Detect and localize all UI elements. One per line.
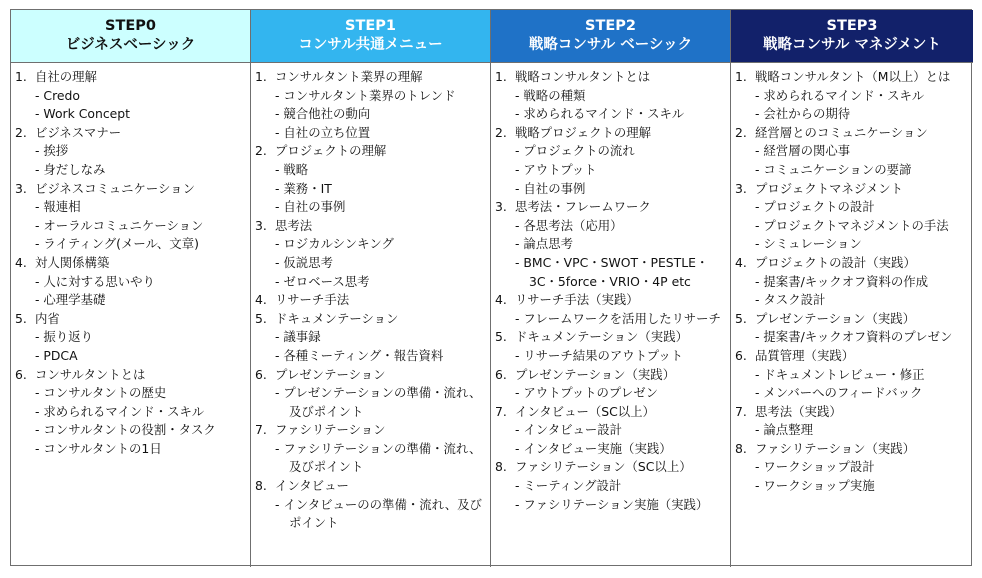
subtopic-item: - コンサルタント業界のトレンド: [275, 87, 487, 106]
subtopic-item: - 論点思考: [515, 235, 727, 254]
topic-heading: [255, 310, 487, 329]
subtopic-item: - ゼロベース思考: [275, 273, 487, 292]
topic-item: [495, 403, 727, 459]
step2-label: STEP2: [585, 18, 636, 34]
topic-item: [735, 124, 970, 180]
topic-heading: [15, 180, 247, 199]
topic-item: [15, 124, 247, 180]
topic-title: 品質管理（実践）: [755, 347, 855, 363]
topic-title: プロジェクトの理解: [275, 143, 387, 159]
subtopic-item: - 自社の事例: [275, 198, 487, 217]
topic-title: プレゼンテーション（実践）: [515, 366, 676, 382]
subtopic-item: - 各種ミーティング・報告資料: [275, 347, 487, 366]
subtopic-list: [255, 496, 487, 533]
subtopic-list: [735, 328, 970, 347]
topic-item: [255, 68, 487, 142]
topic-item: [495, 198, 727, 291]
topic-number: 2.: [15, 124, 27, 140]
curriculum-table: [10, 9, 972, 566]
subtopic-item: - 戦略の種類: [515, 87, 727, 106]
subtopic-item: - 求められるマインド・スキル: [755, 87, 970, 106]
topic-item: [735, 347, 970, 403]
subtopic-item: - 業務・IT: [275, 180, 487, 199]
topic-item: [495, 68, 727, 124]
subtopic-item: - アウトプット: [515, 161, 727, 180]
subtopic-item: - インタビューのの準備・流れ、及びポイント: [275, 496, 487, 533]
topic-number: 1.: [495, 69, 507, 84]
subtopic-item: - ワークショップ実施: [755, 477, 970, 496]
subtopic-item: - インタビュー実施（実践）: [515, 440, 727, 459]
topic-number: 8.: [735, 440, 747, 456]
topic-heading: [255, 217, 487, 236]
topic-heading: [15, 124, 247, 143]
subtopic-item: - 心理学基礎: [35, 291, 247, 310]
subtopic-item: - プロジェクトマネジメントの手法: [755, 217, 970, 236]
topic-heading: [495, 291, 727, 310]
subtopic-item: - プロジェクトの設計: [755, 198, 970, 217]
subtopic-list: [495, 310, 727, 329]
subtopic-item: - プロジェクトの流れ: [515, 142, 727, 161]
subtopic-item: - 論点整理: [755, 421, 970, 440]
subtopic-item: - 経営層の関心事: [755, 142, 970, 161]
topic-item: [255, 310, 487, 366]
topic-heading: [495, 68, 727, 87]
topic-item: [735, 254, 970, 310]
topic-heading: [495, 403, 727, 422]
subtopic-list: [255, 440, 487, 477]
subtopic-list: [495, 217, 727, 291]
subtopic-list: [495, 87, 727, 124]
topic-number: 4.: [495, 292, 507, 308]
subtopic-item: - メンバーへのフィードバック: [755, 384, 970, 403]
subtopic-list: [735, 421, 970, 440]
subtopic-list: [495, 477, 727, 514]
topic-heading: [255, 68, 487, 87]
topic-item: [735, 440, 970, 496]
subtopic-item: - 各思考法（応用）: [515, 217, 727, 236]
subtopic-item: - ファシリテーション実施（実践）: [515, 496, 727, 515]
subtopic-item: - シミュレーション: [755, 235, 970, 254]
topic-title: プレゼンテーション（実践）: [755, 310, 916, 326]
subtopic-item: - ドキュメントレビュー・修正: [755, 366, 970, 385]
topic-item: [15, 68, 247, 124]
topic-title: 思考法・フレームワーク: [515, 199, 651, 215]
subtopic-list: [15, 384, 247, 458]
topic-number: 4.: [735, 254, 747, 270]
topic-number: 1.: [255, 69, 267, 84]
topic-title: ビジネスコミュニケーション: [35, 180, 195, 196]
topic-heading: [495, 124, 727, 143]
topic-title: ファシリテーション: [275, 422, 386, 438]
subtopic-list: [15, 328, 247, 365]
topic-heading: [735, 68, 970, 87]
topic-item: [735, 310, 970, 347]
topic-number: 8.: [255, 478, 267, 494]
subtopic-item: - 報連相: [35, 198, 247, 217]
topic-heading: [735, 310, 970, 329]
step2-title: 戦略コンサル ベーシック: [528, 37, 693, 53]
step3-header: [731, 10, 973, 63]
topic-item: [735, 68, 970, 124]
topic-title: ビジネスマナー: [35, 124, 122, 140]
topic-number: 7.: [495, 403, 507, 419]
subtopic-item: - 自社の立ち位置: [275, 124, 487, 143]
subtopic-item: - 振り返り: [35, 328, 247, 347]
subtopic-item: - ファシリテーションの準備・流れ、及びポイント: [275, 440, 487, 477]
topic-item: [255, 366, 487, 422]
topic-title: プレゼンテーション: [275, 366, 386, 382]
topic-title: プロジェクトの設計（実践）: [755, 254, 916, 270]
topic-heading: [255, 366, 487, 385]
subtopic-list: [255, 328, 487, 365]
subtopic-list: [495, 347, 727, 366]
topic-heading: [255, 477, 487, 496]
topic-title: 思考法: [275, 217, 313, 233]
step0-content: [11, 63, 251, 567]
step2-header: [491, 10, 731, 63]
topic-number: 5.: [495, 329, 507, 345]
topic-number: 2.: [255, 143, 267, 159]
subtopic-item: - 求められるマインド・スキル: [35, 403, 247, 422]
subtopic-list: [495, 142, 727, 198]
subtopic-list: [735, 273, 970, 310]
topic-number: 1.: [735, 69, 747, 84]
topic-title: ドキュメンテーション: [275, 310, 399, 326]
topic-number: 8.: [495, 459, 507, 475]
subtopic-item: - コミュニケーションの要諦: [755, 161, 970, 180]
subtopic-list: [255, 384, 487, 421]
topic-number: 6.: [255, 366, 267, 382]
topic-number: 6.: [15, 366, 27, 382]
topic-number: 5.: [255, 310, 267, 326]
topic-title: 経営層とのコミュニケーション: [755, 124, 928, 140]
topic-number: 3.: [735, 180, 747, 196]
subtopic-list: [735, 366, 970, 403]
step1-content: [251, 63, 491, 567]
step1-label: STEP1: [345, 18, 396, 34]
topic-item: [255, 421, 487, 477]
topic-item: [15, 180, 247, 254]
topic-number: 2.: [735, 124, 747, 140]
topic-number: 5.: [15, 310, 27, 326]
topic-number: 4.: [15, 254, 27, 270]
subtopic-item: - タスク設計: [755, 291, 970, 310]
subtopic-item: - ミーティング設計: [515, 477, 727, 496]
topic-title: 戦略プロジェクトの理解: [515, 124, 652, 140]
subtopic-list: [255, 87, 487, 143]
topic-item: [255, 217, 487, 291]
subtopic-list: [15, 273, 247, 310]
subtopic-item: - ワークショップ設計: [755, 458, 970, 477]
subtopic-item: - 会社からの期待: [755, 105, 970, 124]
topic-title: リサーチ手法（実践）: [515, 292, 639, 308]
subtopic-item: - コンサルタントの歴史: [35, 384, 247, 403]
subtopic-list: [735, 458, 970, 495]
subtopic-item: - 議事録: [275, 328, 487, 347]
subtopic-item: - 戦略: [275, 161, 487, 180]
subtopic-item: - 自社の事例: [515, 180, 727, 199]
subtopic-item: - フレームワークを活用したリサーチ: [515, 310, 727, 329]
topic-number: 4.: [255, 292, 267, 308]
topic-heading: [735, 403, 970, 422]
topic-item: [495, 328, 727, 365]
topic-item: [255, 142, 487, 216]
step3-title: 戦略コンサル マネジメント: [763, 37, 941, 53]
topic-title: ファシリテーション（実践）: [755, 440, 916, 456]
subtopic-item: - 身だしなみ: [35, 161, 247, 180]
step1-title: コンサル共通メニュー: [298, 37, 443, 53]
subtopic-item: - Credo: [35, 87, 247, 106]
subtopic-list: [495, 421, 727, 458]
subtopic-item: - PDCA: [35, 347, 247, 366]
subtopic-item: - 競合他社の動向: [275, 105, 487, 124]
topic-heading: [735, 180, 970, 199]
subtopic-item: - プレゼンテーションの準備・流れ、及びポイント: [275, 384, 487, 421]
topic-item: [495, 124, 727, 198]
topic-heading: [15, 68, 247, 87]
step3-label: STEP3: [826, 18, 878, 34]
topic-number: 3.: [495, 199, 507, 215]
step0-header: [11, 10, 251, 63]
topic-heading: [735, 124, 970, 143]
subtopic-list: [495, 384, 727, 403]
topic-item: [735, 403, 970, 440]
subtopic-list: [255, 161, 487, 217]
topic-title: 自社の理解: [35, 69, 97, 84]
topic-title: 内省: [35, 310, 60, 326]
topic-title: コンサルタント業界の理解: [275, 69, 423, 84]
subtopic-item: - 提案書/キックオフ資料のプレゼン: [755, 328, 970, 347]
topic-item: [735, 180, 970, 254]
topic-heading: [255, 421, 487, 440]
topic-heading: [255, 291, 487, 310]
topic-title: インタビュー: [275, 478, 349, 494]
subtopic-item: - リサーチ結果のアウトプット: [515, 347, 727, 366]
topic-item: [495, 291, 727, 328]
topic-title: 戦略コンサルタント（M以上）とは: [755, 69, 951, 84]
topic-number: 3.: [255, 217, 267, 233]
topic-heading: [255, 142, 487, 161]
topic-number: 1.: [15, 69, 27, 84]
subtopic-item: - ロジカルシンキング: [275, 235, 487, 254]
step1-header: [251, 10, 491, 63]
step0-title: ビジネスベーシック: [65, 37, 196, 53]
topic-item: [15, 310, 247, 366]
topic-item: [15, 366, 247, 459]
topic-heading: [495, 198, 727, 217]
topic-number: 7.: [255, 422, 267, 438]
topic-title: インタビュー（SC以上）: [515, 403, 655, 419]
subtopic-list: [735, 87, 970, 124]
topic-number: 6.: [735, 347, 747, 363]
subtopic-item: - 提案書/キックオフ資料の作成: [755, 273, 970, 292]
topic-number: 3.: [15, 180, 27, 196]
subtopic-item: - コンサルタントの1日: [35, 440, 247, 459]
subtopic-item: - インタビュー設計: [515, 421, 727, 440]
step2-content: [491, 63, 731, 567]
subtopic-item: - Work Concept: [35, 105, 247, 124]
subtopic-list: [255, 235, 487, 291]
subtopic-item: - 求められるマインド・スキル: [515, 105, 727, 124]
subtopic-item: - BMC・VPC・SWOT・PESTLE・3C・5force・VRIO・4P etc: [515, 254, 727, 291]
subtopic-item: - コンサルタントの役割・タスク: [35, 421, 247, 440]
subtopic-item: - オーラルコミュニケーション: [35, 217, 247, 236]
topic-heading: [495, 328, 727, 347]
topic-title: コンサルタントとは: [35, 366, 146, 382]
topic-number: 5.: [735, 310, 747, 326]
topic-title: 戦略コンサルタントとは: [515, 69, 651, 84]
topic-heading: [735, 254, 970, 273]
topic-number: 7.: [735, 403, 747, 419]
topic-item: [495, 458, 727, 514]
subtopic-item: - 挨拶: [35, 142, 247, 161]
topic-title: リサーチ手法: [275, 292, 350, 308]
topic-number: 6.: [495, 366, 507, 382]
subtopic-list: [15, 198, 247, 254]
topic-title: 思考法（実践）: [755, 403, 842, 419]
topic-heading: [15, 310, 247, 329]
subtopic-list: [15, 142, 247, 179]
topic-item: [255, 291, 487, 310]
topic-heading: [15, 254, 247, 273]
subtopic-item: - ライティング(メール、文章): [35, 235, 247, 254]
subtopic-item: - 仮説思考: [275, 254, 487, 273]
topic-item: [495, 366, 727, 403]
topic-title: 対人関係構築: [35, 254, 110, 270]
topic-item: [15, 254, 247, 310]
topic-heading: [15, 366, 247, 385]
topic-title: ドキュメンテーション（実践）: [515, 329, 688, 345]
subtopic-list: [735, 198, 970, 254]
subtopic-list: [735, 142, 970, 179]
subtopic-item: - アウトプットのプレゼン: [515, 384, 727, 403]
topic-title: ファシリテーション（SC以上）: [515, 459, 692, 475]
subtopic-list: [15, 87, 247, 124]
topic-heading: [495, 366, 727, 385]
topic-item: [255, 477, 487, 533]
step3-content: [731, 63, 973, 567]
step0-label: STEP0: [105, 18, 156, 34]
topic-heading: [495, 458, 727, 477]
subtopic-item: - 人に対する思いやり: [35, 273, 247, 292]
topic-title: プロジェクトマネジメント: [755, 180, 904, 196]
topic-number: 2.: [495, 124, 507, 140]
topic-heading: [735, 347, 970, 366]
topic-heading: [735, 440, 970, 459]
